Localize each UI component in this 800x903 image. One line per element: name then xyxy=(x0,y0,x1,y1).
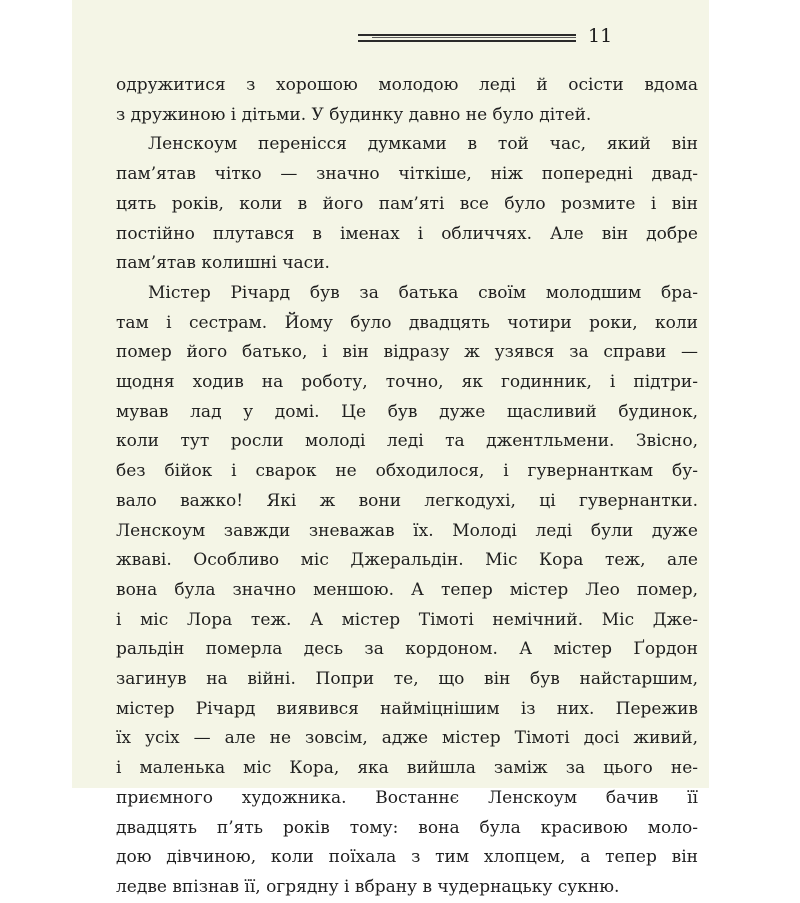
text-line: одружитися з хорошою молодою леді й осісти вдома xyxy=(116,75,698,95)
text-line: Містер Річард був за батька своїм молодшим бра- xyxy=(148,282,698,303)
text-line: жваві. Особливо міс Джеральдін. Міс Кора теж, але xyxy=(116,550,698,571)
text-line: помер його батько, і він відразу ж узявся за справи — xyxy=(116,342,698,363)
text-line: двадцять п’ять років тому: вона була красивою моло- xyxy=(116,817,698,838)
header-rule xyxy=(372,37,576,38)
text-line: коли тут росли молоді леді та джентльмени. Звісно, xyxy=(116,431,698,452)
running-header xyxy=(72,22,709,52)
text-line: постійно плутався в іменах і обличчях. Але він добре xyxy=(116,223,698,244)
text-line: вона була значно меншою. А тепер містер Лео помер, xyxy=(116,579,698,600)
text-line: щодня ходив на роботу, точно, як годинник, і підтри- xyxy=(116,372,698,393)
header-rule xyxy=(358,34,576,36)
text-line: загинув на війні. Попри те, що він був найстаршим, xyxy=(116,669,698,690)
text-line: з дружиною і дітьми. У будинку давно не було дітей. xyxy=(116,104,592,125)
text-line: ледве впізнав її, огрядну і вбрану в чудернацьку сукню. xyxy=(116,876,620,897)
text-line: містер Річард виявився наймiцнішим із них. Пережив xyxy=(116,698,698,719)
text-line: Ленскоум перенісся думками в той час, який він xyxy=(148,134,698,155)
text-line: Ленскоум завжди зневажав їх. Молоді леді були дуже xyxy=(116,520,698,541)
book-page xyxy=(72,0,709,897)
text-line: дою дівчиною, коли поїхала з тим хлопцем, а тепер він xyxy=(116,847,698,868)
header-rule xyxy=(358,40,576,42)
text-line: приємного художника. Востаннє Ленскоум бачив її xyxy=(116,787,698,808)
text-line: цять років, коли в його пам’яті все було розмите і він xyxy=(116,193,698,214)
text-line: і міс Лора теж. А містер Тімоті немічний. Міс Дже- xyxy=(116,609,698,630)
page-number: 11 xyxy=(588,25,613,47)
text-line: їх усіх — але не зовсім, адже містер Тімоті досі живий, xyxy=(116,728,698,749)
text-line: мував лад у домі. Це був дуже щасливий будинок, xyxy=(116,401,698,422)
text-line: пам’ятав колишні часи. xyxy=(116,253,330,274)
text-line: пам’ятав чітко — значно чіткіше, ніж попередні двад- xyxy=(116,164,698,185)
text-line: без бійок і сварок не обходилося, і гувернанткам бу- xyxy=(116,461,698,482)
text-line: вало важко! Які ж вони легкодухі, ці гувернантки. xyxy=(116,490,698,511)
text-line: там і сестрам. Йому було двадцять чотири роки, коли xyxy=(116,312,698,333)
text-line: ральдін померла десь за кордоном. А містер Ґордон xyxy=(116,639,698,660)
text-line: і маленька міс Кора, яка вийшла заміж за цього не- xyxy=(116,758,698,779)
body-text xyxy=(116,71,698,903)
